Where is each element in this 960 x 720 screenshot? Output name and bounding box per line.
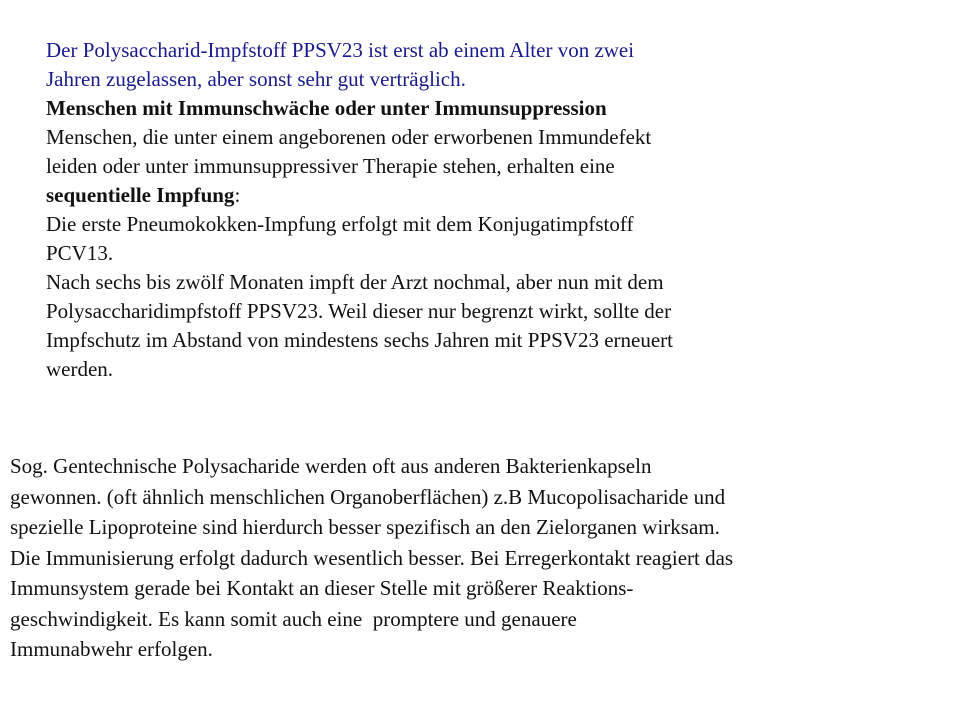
intro-line-2: Jahren zugelassen, aber sonst sehr gut verträglich. [46,67,466,91]
body-line-3-rest: : [234,183,241,207]
body-line-5: PCV13. [46,241,114,265]
paragraph-line-1: Sog. Gentechnische Polysacharide werden oft aus anderen Bakterienkapseln [10,454,652,478]
paragraph-line-2: gewonnen. (oft ähnlich menschlichen Organoberflächen) z.B Mucopolisacharide und [10,484,726,509]
vaccine-info-block [46,36,886,384]
body-line-6: Nach sechs bis zwölf Monaten impft der Arzt nochmal, aber nun mit dem [46,270,664,294]
body-line-8: Impfschutz im Abstand von mindestens sechs Jahren mit PPSV23 erneuert [46,328,673,352]
paragraph-line-7: Immunabwehr erfolgen. [10,637,213,661]
paragraph-line-4: Die Immunisierung erfolgt dadurch wesentlich besser. Bei Erregerkontakt reagiert das [10,545,734,570]
body-line-7: Polysaccharidimpfstoff PPSV23. Weil dieser nur begrenzt wirkt, sollte der [46,299,672,323]
sequential-vaccination-term: sequentielle Impfung [46,183,235,207]
polysaccharide-paragraph [10,451,955,665]
intro-line-1: Der Polysaccharid-Impfstoff PPSV23 ist erst ab einem Alter von zwei [46,38,635,62]
section-heading: Menschen mit Immunschwäche oder unter Immunsuppression [46,96,607,120]
body-line-1: Menschen, die unter einem angeborenen oder erworbenen Immundefekt [46,125,652,149]
body-line-9: werden. [46,357,114,381]
body-line-2: leiden oder unter immunsuppressiver Therapie stehen, erhalten eine [46,154,615,178]
paragraph-line-6: geschwindigkeit. Es kann somit auch eine promptere und genauere [10,606,577,631]
paragraph-line-3: spezielle Lipoproteine sind hierdurch besser spezifisch an den Zielorganen wirksam. [10,515,720,539]
paragraph-line-5: Immunsystem gerade bei Kontakt an dieser Stelle mit größerer Reaktions- [10,576,634,600]
body-line-4: Die erste Pneumokokken-Impfung erfolgt mit dem Konjugatimpfstoff [46,212,634,236]
body-line-3 [46,181,886,210]
